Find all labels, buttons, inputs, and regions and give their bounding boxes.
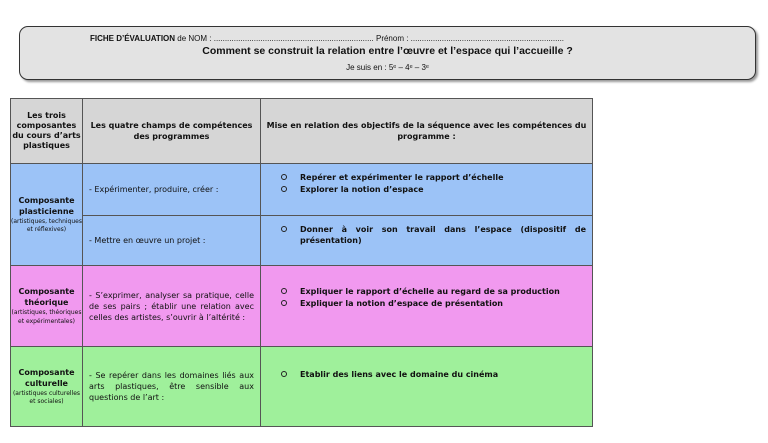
column-header-components: Les trois composantes du cours d’arts plastiques — [11, 99, 83, 164]
table-row — [11, 266, 593, 347]
skill-cell: - Expérimenter, produire, créer : — [83, 164, 261, 216]
component-subtitle: (artistiques culturelles et sociales) — [12, 389, 81, 405]
component-name: Composante plasticienne — [18, 195, 75, 216]
component-cell — [11, 266, 83, 347]
component-cell — [11, 164, 83, 266]
component-name: Composante culturelle — [18, 367, 75, 388]
component-subtitle: (artistiques, théoriques et expérimentales) — [11, 309, 82, 325]
table-header-row — [11, 99, 593, 164]
objectives-cell — [261, 347, 593, 427]
header-box — [19, 26, 756, 80]
skill-cell: - Mettre en œuvre un projet : — [83, 216, 261, 266]
objective-item: Expliquer le rapport d’échelle au regard de sa production — [281, 286, 586, 297]
fiche-label: FICHE D’ÉVALUATION — [90, 34, 176, 43]
objectives-cell — [261, 216, 593, 266]
skill-cell: - S’exprimer, analyser sa pratique, celle de ses pairs ; établir une relation avec celles des artistes, s’ouvrir à l’altérité : — [83, 266, 261, 347]
column-header-objectives: Mise en relation des objectifs de la séquence avec les compétences du programme : — [261, 99, 593, 164]
table-row — [11, 216, 593, 266]
column-header-skills: Les quatre champs de compétences des programmes — [83, 99, 261, 164]
level-line: Je suis en : 5ᵉ – 4ᵉ – 3ᵉ — [346, 63, 429, 72]
table-row — [11, 164, 593, 216]
objective-item: Expliquer la notion d’espace de présentation — [281, 298, 586, 309]
objective-item: Repérer et expérimenter le rapport d’échelle — [281, 172, 586, 183]
component-name: Composante théorique — [18, 287, 75, 307]
skill-cell: - Se repérer dans les domaines liés aux arts plastiques, être sensible aux questions de l’art : — [83, 347, 261, 427]
objectives-cell — [261, 266, 593, 347]
objective-item: Etablir des liens avec le domaine du cinéma — [281, 369, 586, 380]
objectives-cell — [261, 164, 593, 216]
component-subtitle: (artistiques, techniques et réflexives) — [11, 217, 82, 233]
name-fields: de NOM : ........................................................................ Prénom : ..................................................................... — [175, 34, 565, 43]
table-row — [11, 347, 593, 427]
objective-item: Explorer la notion d’espace — [281, 184, 586, 195]
identity-line — [90, 34, 564, 43]
evaluation-table — [10, 98, 593, 427]
objective-item: Donner à voir son travail dans l’espace (dispositif de présentation) — [281, 224, 586, 246]
page-title: Comment se construit la relation entre l’œuvre et l’espace qui l’accueille ? — [202, 45, 573, 57]
component-cell — [11, 347, 83, 427]
